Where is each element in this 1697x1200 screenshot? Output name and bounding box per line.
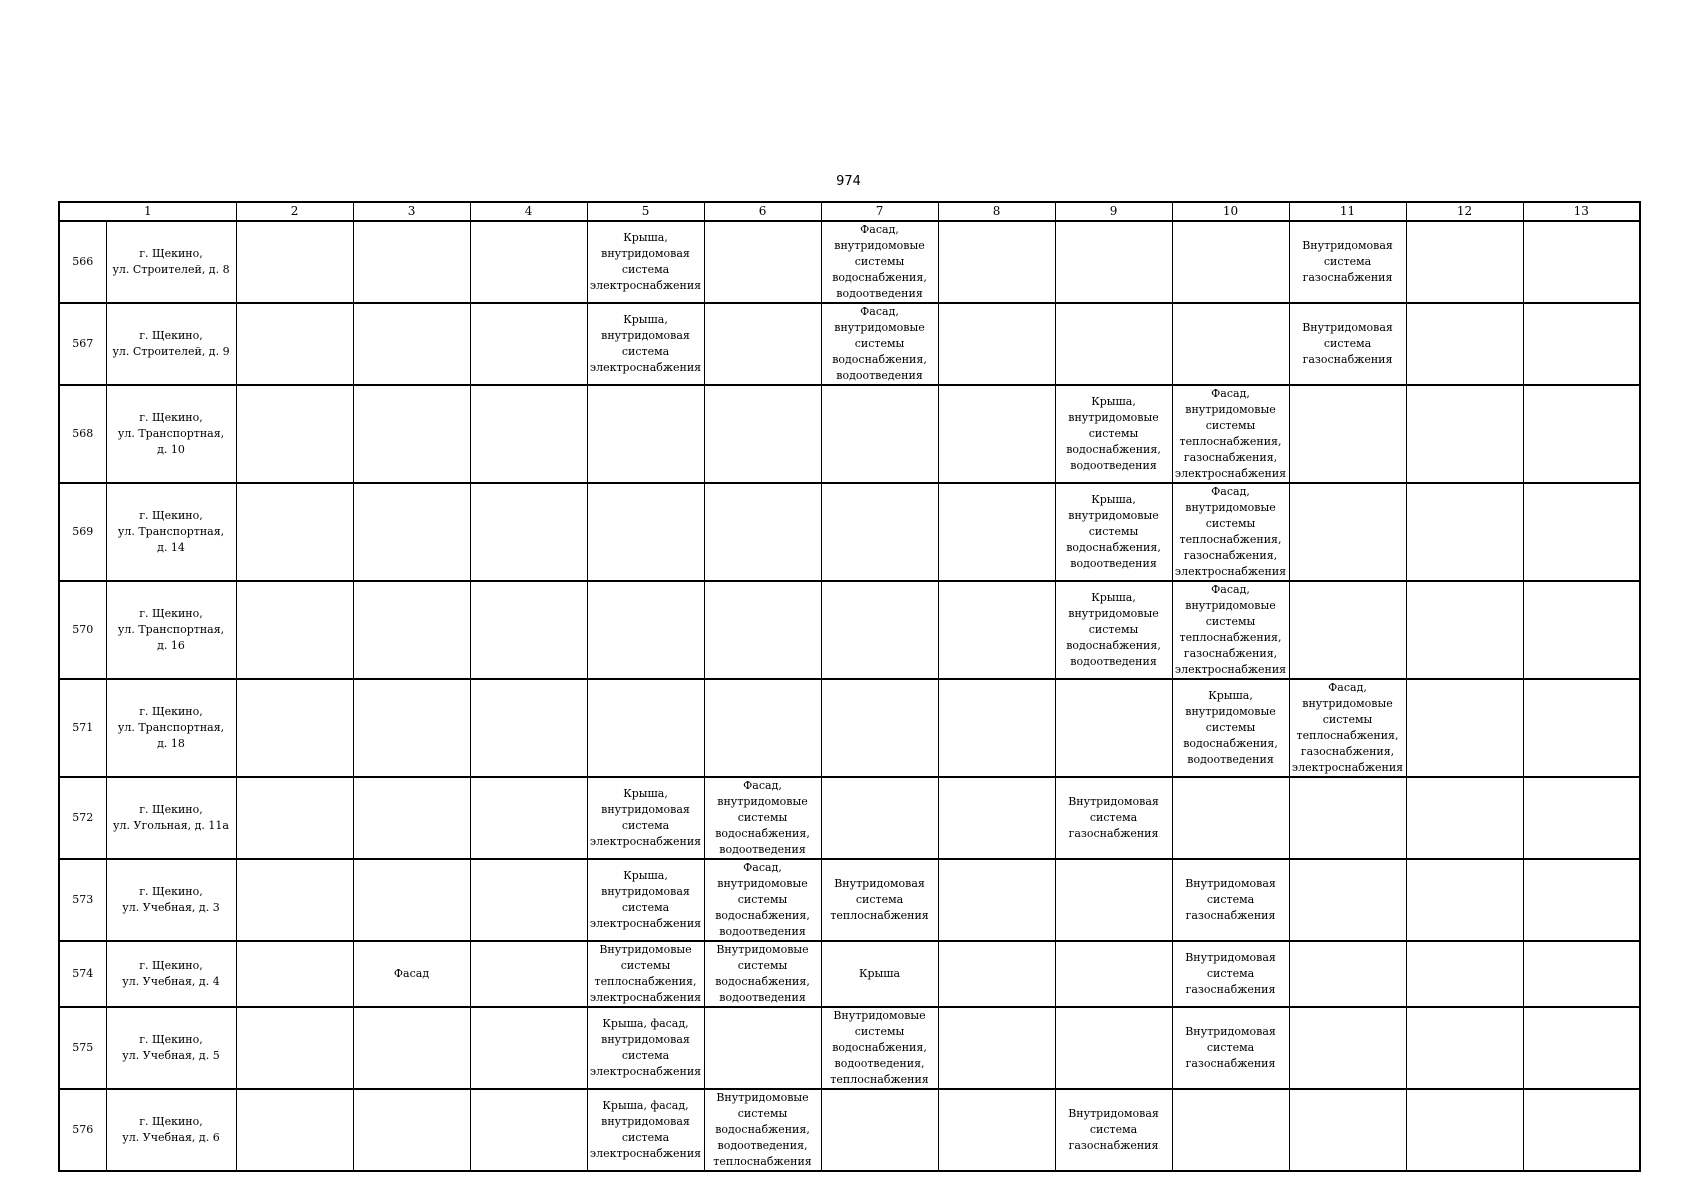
work-cell: Внутридомовые системы водоснабжения, водоотведения [704,941,821,1007]
work-cell [1289,941,1406,1007]
work-cell [821,483,938,581]
work-cell [1523,859,1640,941]
row-number: 567 [59,303,106,385]
address-cell: г. Щекино, ул. Транспортная, д. 16 [106,581,236,679]
work-cell [704,303,821,385]
work-cell [704,679,821,777]
work-cell: Фасад, внутридомовые системы теплоснабжения, газоснабжения, электроснабжения [1172,385,1289,483]
header-cell: 5 [587,202,704,221]
row-number: 574 [59,941,106,1007]
header-cell: 9 [1055,202,1172,221]
work-cell [821,581,938,679]
work-cell [470,1007,587,1089]
work-cell [1289,385,1406,483]
row-number: 570 [59,581,106,679]
work-cell [353,1007,470,1089]
work-cell: Внутридомовая система теплоснабжения [821,859,938,941]
work-cell [236,581,353,679]
work-cell [1172,1089,1289,1171]
work-cell [1055,679,1172,777]
work-cell [353,859,470,941]
work-cell [1523,777,1640,859]
row-number: 571 [59,679,106,777]
header-cell: 8 [938,202,1055,221]
work-cell [1289,581,1406,679]
table-row [59,303,1640,385]
work-cell: Крыша, внутридомовые системы водоснабжения, водоотведения [1055,385,1172,483]
work-cell [470,1089,587,1171]
work-cell: Крыша, внутридомовые системы водоснабжения, водоотведения [1055,581,1172,679]
work-cell [1406,1007,1523,1089]
work-cell [587,581,704,679]
header-cell: 4 [470,202,587,221]
work-cell [1523,679,1640,777]
work-cell [587,679,704,777]
work-cell [353,679,470,777]
repair-schedule-table [58,201,1641,1172]
work-cell [821,777,938,859]
work-cell [938,581,1055,679]
work-cell [1055,303,1172,385]
work-cell: Крыша, внутридомовая система электроснабжения [587,859,704,941]
work-cell: Фасад, внутридомовые системы теплоснабжения, газоснабжения, электроснабжения [1172,483,1289,581]
work-cell [1523,483,1640,581]
table-row [59,221,1640,303]
work-cell [1055,1007,1172,1089]
work-cell [1523,221,1640,303]
work-cell [236,679,353,777]
work-cell [236,1007,353,1089]
work-cell [470,303,587,385]
work-cell [470,221,587,303]
row-number: 568 [59,385,106,483]
work-cell: Внутридомовая система газоснабжения [1172,1007,1289,1089]
row-number: 573 [59,859,106,941]
work-cell [1289,1089,1406,1171]
work-cell [1172,221,1289,303]
address-cell: г. Щекино, ул. Учебная, д. 3 [106,859,236,941]
header-cell: 7 [821,202,938,221]
work-cell: Внутридомовые системы теплоснабжения, электроснабжения [587,941,704,1007]
header-cell: 12 [1406,202,1523,221]
work-cell [1406,859,1523,941]
work-cell: Фасад [353,941,470,1007]
address-cell: г. Щекино, ул. Транспортная, д. 14 [106,483,236,581]
work-cell [1055,859,1172,941]
work-cell [353,483,470,581]
address-cell: г. Щекино, ул. Угольная, д. 11а [106,777,236,859]
row-number: 572 [59,777,106,859]
work-cell [1406,777,1523,859]
work-cell [353,221,470,303]
work-cell [470,859,587,941]
work-cell [1406,1089,1523,1171]
header-cell: 11 [1289,202,1406,221]
work-cell [470,581,587,679]
header-cell: 1 [59,202,236,221]
work-cell [1289,1007,1406,1089]
work-cell [236,1089,353,1171]
header-cell: 13 [1523,202,1640,221]
row-number: 575 [59,1007,106,1089]
work-cell: Внутридомовая система газоснабжения [1172,941,1289,1007]
table-body [59,202,1640,1171]
work-cell [704,385,821,483]
work-cell [1406,581,1523,679]
table-row [59,483,1640,581]
work-cell [587,385,704,483]
work-cell [821,385,938,483]
address-cell: г. Щекино, ул. Учебная, д. 5 [106,1007,236,1089]
work-cell: Фасад, внутридомовые системы водоснабжения, водоотведения [704,777,821,859]
work-cell [236,859,353,941]
work-cell [236,303,353,385]
work-cell [1406,483,1523,581]
work-cell [1523,941,1640,1007]
work-cell [1289,859,1406,941]
work-cell [821,1089,938,1171]
work-cell [1523,385,1640,483]
work-cell: Внутридомовые системы водоснабжения, водоотведения, теплоснабжения [821,1007,938,1089]
work-cell: Крыша, внутридомовая система электроснабжения [587,777,704,859]
work-cell [938,777,1055,859]
work-cell: Внутридомовая система газоснабжения [1289,303,1406,385]
work-cell [1406,941,1523,1007]
work-cell [1055,941,1172,1007]
work-cell: Внутридомовая система газоснабжения [1055,777,1172,859]
work-cell [938,385,1055,483]
work-cell [353,777,470,859]
address-cell: г. Щекино, ул. Строителей, д. 8 [106,221,236,303]
work-cell [1406,303,1523,385]
work-cell: Крыша [821,941,938,1007]
work-cell [938,303,1055,385]
header-cell: 3 [353,202,470,221]
work-cell [1289,483,1406,581]
table-row [59,679,1640,777]
address-cell: г. Щекино, ул. Учебная, д. 4 [106,941,236,1007]
work-cell [704,1007,821,1089]
work-cell [1289,777,1406,859]
work-cell [704,581,821,679]
work-cell [1523,581,1640,679]
work-cell: Крыша, внутридомовые системы водоснабжения, водоотведения [1055,483,1172,581]
work-cell: Фасад, внутридомовые системы водоснабжения, водоотведения [821,221,938,303]
work-cell [938,1007,1055,1089]
work-cell [353,1089,470,1171]
header-cell: 10 [1172,202,1289,221]
work-cell [236,777,353,859]
row-number: 566 [59,221,106,303]
table-row [59,1089,1640,1171]
address-cell: г. Щекино, ул. Транспортная, д. 18 [106,679,236,777]
work-cell: Фасад, внутридомовые системы теплоснабжения, газоснабжения, электроснабжения [1289,679,1406,777]
work-cell [1055,221,1172,303]
work-cell [1172,303,1289,385]
work-cell: Внутридомовая система газоснабжения [1289,221,1406,303]
row-number: 576 [59,1089,106,1171]
work-cell [938,483,1055,581]
work-cell [938,1089,1055,1171]
address-cell: г. Щекино, ул. Учебная, д. 6 [106,1089,236,1171]
work-cell [1406,679,1523,777]
work-cell [938,941,1055,1007]
header-row [59,202,1640,221]
address-cell: г. Щекино, ул. Транспортная, д. 10 [106,385,236,483]
work-cell [470,483,587,581]
table-row [59,859,1640,941]
work-cell: Внутридомовая система газоснабжения [1055,1089,1172,1171]
work-cell [470,941,587,1007]
work-cell [236,483,353,581]
address-cell: г. Щекино, ул. Строителей, д. 9 [106,303,236,385]
work-cell: Внутридомовые системы водоснабжения, водоотведения, теплоснабжения [704,1089,821,1171]
work-cell [938,221,1055,303]
work-cell [587,483,704,581]
header-cell: 6 [704,202,821,221]
work-cell [236,941,353,1007]
work-cell: Крыша, внутридомовые системы водоснабжения, водоотведения [1172,679,1289,777]
work-cell [236,385,353,483]
work-cell [470,385,587,483]
work-cell [938,859,1055,941]
work-cell [1172,777,1289,859]
work-cell: Крыша, внутридомовая система электроснабжения [587,303,704,385]
work-cell [353,385,470,483]
work-cell [1406,385,1523,483]
table-row [59,777,1640,859]
work-cell [1523,303,1640,385]
table-row [59,941,1640,1007]
work-cell: Внутридомовая система газоснабжения [1172,859,1289,941]
work-cell [470,777,587,859]
work-cell [704,483,821,581]
work-cell [236,221,353,303]
work-cell [353,303,470,385]
work-cell [704,221,821,303]
table-row [59,385,1640,483]
header-cell: 2 [236,202,353,221]
work-cell: Крыша, фасад, внутридомовая система электроснабжения [587,1007,704,1089]
work-cell: Фасад, внутридомовые системы теплоснабжения, газоснабжения, электроснабжения [1172,581,1289,679]
work-cell: Крыша, фасад, внутридомовая система электроснабжения [587,1089,704,1171]
work-cell [1523,1089,1640,1171]
work-cell [821,679,938,777]
work-cell: Фасад, внутридомовые системы водоснабжения, водоотведения [821,303,938,385]
row-number: 569 [59,483,106,581]
work-cell [1406,221,1523,303]
work-cell: Фасад, внутридомовые системы водоснабжения, водоотведения [704,859,821,941]
table-row [59,1007,1640,1089]
work-cell [938,679,1055,777]
page-number: 974 [836,174,861,189]
table-row [59,581,1640,679]
work-cell [1523,1007,1640,1089]
work-cell: Крыша, внутридомовая система электроснабжения [587,221,704,303]
work-cell [353,581,470,679]
work-cell [470,679,587,777]
